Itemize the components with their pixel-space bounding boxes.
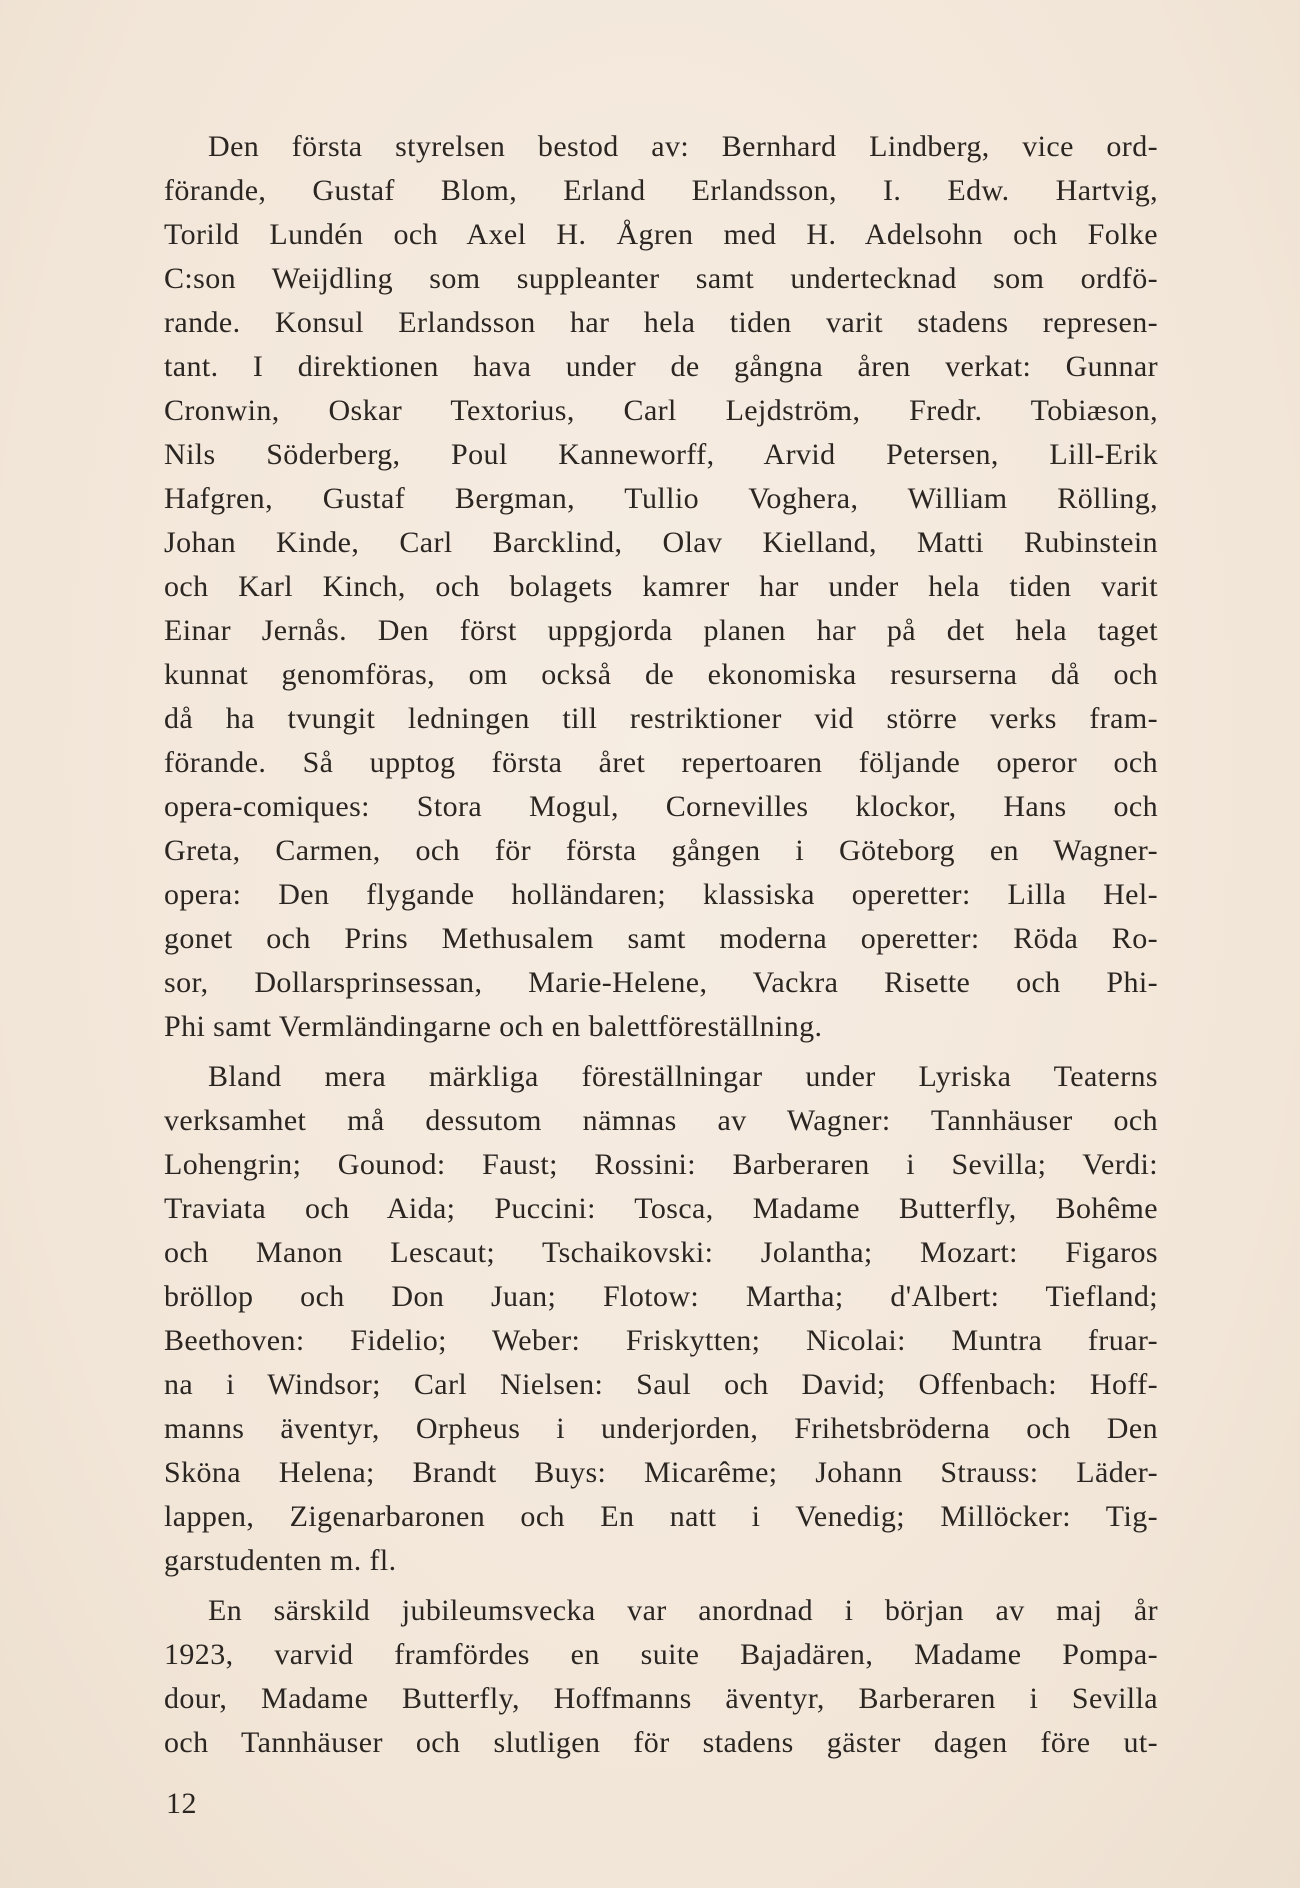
text-line: rande. Konsul Erlandsson har hela tiden varit stadens represen- <box>164 306 1158 339</box>
text-line: förande. Så upptog första året repertoaren följande operor och <box>164 746 1158 779</box>
text-line: garstudenten m. fl. <box>164 1544 397 1577</box>
text-line: Hafgren, Gustaf Bergman, Tullio Voghera, William Rölling, <box>164 482 1158 515</box>
paragraph <box>164 1589 1158 1765</box>
text-line: opera-comiques: Stora Mogul, Cornevilles klockor, Hans och <box>164 790 1158 823</box>
text-line: Johan Kinde, Carl Barcklind, Olav Kielland, Matti Rubinstein <box>164 526 1158 559</box>
text-line: Nils Söderberg, Poul Kanneworff, Arvid Petersen, Lill-Erik <box>164 438 1158 471</box>
text-line: Phi samt Vermländingarne och en balettföreställning. <box>164 1010 823 1043</box>
text-line: Greta, Carmen, och för första gången i Göteborg en Wagner- <box>164 834 1158 867</box>
text-line: Den första styrelsen bestod av: Bernhard Lindberg, vice ord- <box>208 130 1158 163</box>
text-line: dour, Madame Butterfly, Hoffmanns äventyr, Barberaren i Sevilla <box>164 1682 1158 1715</box>
text-line: gonet och Prins Methusalem samt moderna operetter: Röda Ro- <box>164 922 1158 955</box>
text-line: Sköna Helena; Brandt Buys: Micarême; Johann Strauss: Läder- <box>164 1456 1158 1489</box>
text-line: sor, Dollarsprinsessan, Marie-Helene, Vackra Risette och Phi- <box>164 966 1158 999</box>
text-line: då ha tvungit ledningen till restriktioner vid större verks fram- <box>164 702 1158 735</box>
text-line: Traviata och Aida; Puccini: Tosca, Madame Butterfly, Bohême <box>164 1192 1158 1225</box>
text-line: Bland mera märkliga föreställningar under Lyriska Teaterns <box>208 1060 1158 1093</box>
text-line: Einar Jernås. Den först uppgjorda planen har på det hela taget <box>164 614 1158 647</box>
text-line: Cronwin, Oskar Textorius, Carl Lejdström, Fredr. Tobiæson, <box>164 394 1158 427</box>
text-line: na i Windsor; Carl Nielsen: Saul och David; Offenbach: Hoff- <box>164 1368 1158 1401</box>
paragraph <box>164 125 1158 1049</box>
text-line: opera: Den flygande holländaren; klassiska operetter: Lilla Hel- <box>164 878 1158 911</box>
body-text <box>164 125 1158 1765</box>
text-line: tant. I direktionen hava under de gångna åren verkat: Gunnar <box>164 350 1158 383</box>
text-line: och Karl Kinch, och bolagets kamrer har under hela tiden varit <box>164 570 1158 603</box>
text-line: Lohengrin; Gounod: Faust; Rossini: Barberaren i Sevilla; Verdi: <box>164 1148 1158 1181</box>
page-number: 12 <box>166 1787 197 1820</box>
text-line: lappen, Zigenarbaronen och En natt i Venedig; Millöcker: Tig- <box>164 1500 1158 1533</box>
text-line: En särskild jubileumsvecka var anordnad i början av maj år <box>208 1594 1158 1627</box>
text-line: och Tannhäuser och slutligen för stadens gäster dagen före ut- <box>164 1726 1158 1759</box>
text-line: bröllop och Don Juan; Flotow: Martha; d'Albert: Tiefland; <box>164 1280 1158 1313</box>
paragraph <box>164 1055 1158 1583</box>
text-line: manns äventyr, Orpheus i underjorden, Frihetsbröderna och Den <box>164 1412 1158 1445</box>
text-line: förande, Gustaf Blom, Erland Erlandsson, I. Edw. Hartvig, <box>164 174 1158 207</box>
text-line: Beethoven: Fidelio; Weber: Friskytten; Nicolai: Muntra fruar- <box>164 1324 1158 1357</box>
text-line: 1923, varvid framfördes en suite Bajadären, Madame Pompa- <box>164 1638 1158 1671</box>
text-line: Torild Lundén och Axel H. Ågren med H. Adelsohn och Folke <box>164 218 1158 251</box>
text-line: kunnat genomföras, om också de ekonomiska resurserna då och <box>164 658 1158 691</box>
text-line: C:son Weijdling som suppleanter samt undertecknad som ordfö- <box>164 262 1158 295</box>
text-line: verksamhet må dessutom nämnas av Wagner: Tannhäuser och <box>164 1104 1158 1137</box>
text-line: och Manon Lescaut; Tschaikovski: Jolantha; Mozart: Figaros <box>164 1236 1158 1269</box>
